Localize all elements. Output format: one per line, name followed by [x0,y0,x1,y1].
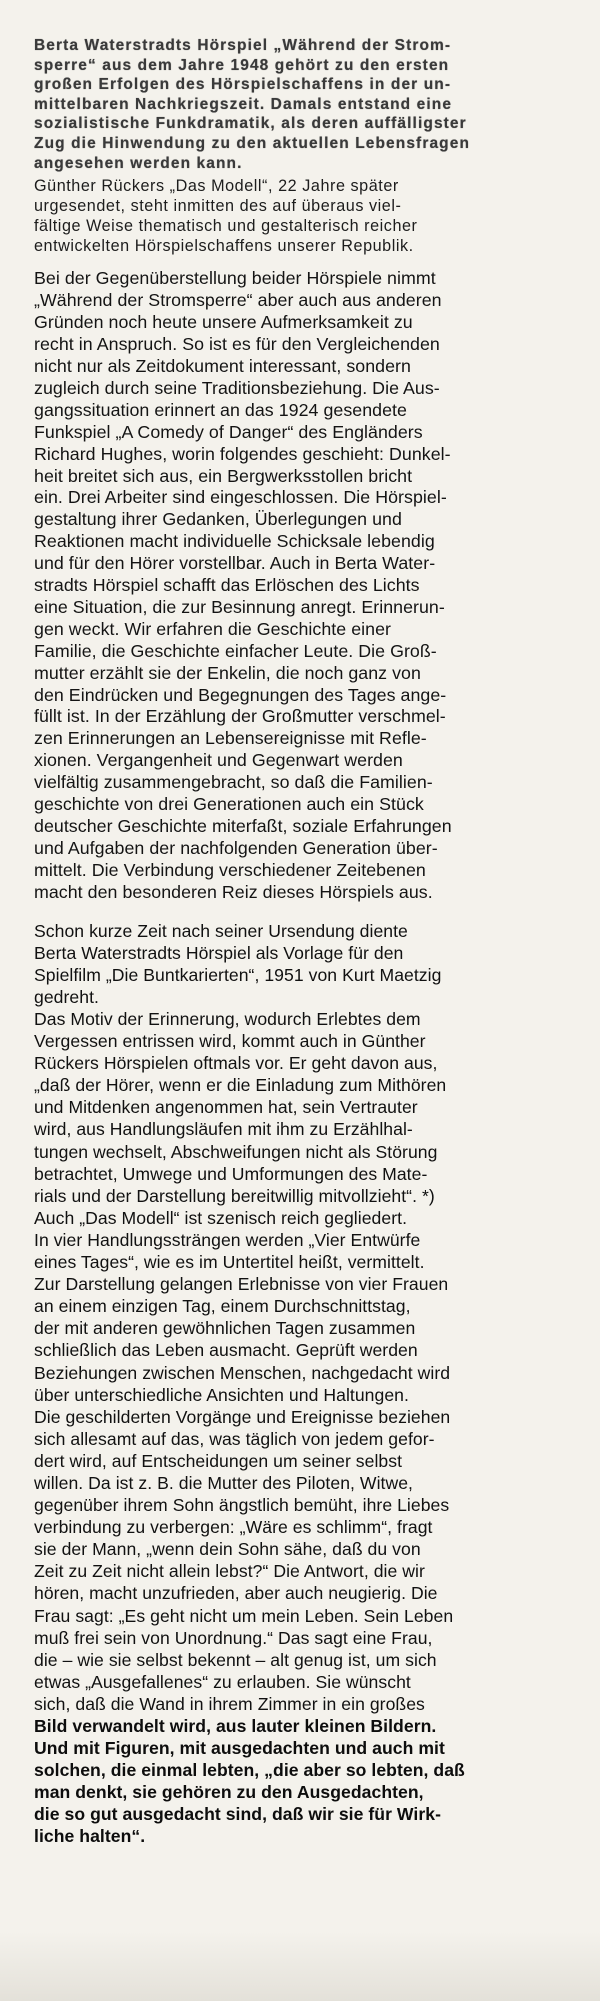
text-line: Berta Waterstradts Hörspiel „Während der Strom- [34,37,452,54]
text-line: Reaktionen macht individuelle Schicksale lebendig [34,531,435,552]
text-line: Richard Hughes, worin folgendes geschieht: Dunkel- [34,443,451,464]
text-line: Das Motiv der Erinnerung, wodurch Erlebtes dem [34,1009,421,1029]
text-line: die – wie sie selbst bekennt – alt genug ist, um sich [34,1649,437,1670]
text-line: gestaltung ihrer Gedanken, Überlegungen und [34,509,402,530]
text-line: Gründen noch heute unsere Aufmerksamkeit zu [34,312,413,333]
text-line: willen. Da ist z. B. die Mutter des Piloten, Witwe, [34,1472,413,1493]
text-line: mittelt. Die Verbindung verschiedener Zeitebenen [34,859,426,880]
text-line: gen weckt. Wir erfahren die Geschichte einer [34,618,391,639]
text-line: In vier Handlungssträngen werden „Vier Entwürfe [34,1229,421,1250]
intro-paragraph-second [34,177,574,256]
text-line: liche halten“. [34,1826,146,1847]
text-line: Funkspiel „A Comedy of Danger“ des Engländers [34,421,423,442]
text-line: Auch „Das Modell“ ist szenisch reich gegliedert. [34,1207,408,1228]
text-line: geschichte von drei Generationen auch ein Stück [34,794,424,815]
text-line: „daß der Hörer, wenn er die Einladung zum Mithören [34,1075,447,1096]
text-line: betrachtet, Umwege und Umformungen des Mate- [34,1163,428,1184]
text-line: Spielfilm „Die Buntkarierten“, 1951 von Kurt Maetzig [34,964,442,985]
text-line: Zeit zu Zeit nicht allein lebst?“ Die Antwort, die wir [34,1561,425,1582]
text-line: tungen wechselt, Abschweifungen nicht als Störung [34,1141,438,1162]
text-line: man denkt, sie gehören zu den Ausgedachten, [34,1782,424,1803]
text-line: sie der Mann, „wenn dein Sohn sähe, daß du von [34,1539,421,1560]
text-line: mutter erzählt sie der Enkelin, die noch ganz von [34,662,421,683]
text-line: verbindung zu verbergen: „Wäre es schlimm“, fragt [34,1517,433,1538]
text-line: gegenüber ihrem Sohn ängstlich bemüht, ihre Liebes [34,1495,450,1516]
text-line: dert wird, auf Entscheidungen um seiner selbst [34,1450,403,1471]
text-line: gangssituation erinnert an das 1924 gesendete [34,399,407,420]
text-line: schließlich das Leben ausmacht. Geprüft werden [34,1340,418,1361]
text-line: stradts Hörspiel schafft das Erlöschen des Lichts [34,575,420,596]
text-line: urgesendet, steht inmitten des auf überaus viel- [34,196,402,215]
text-line: der mit anderen gewöhnlichen Tagen zusammen [34,1318,416,1339]
text-line: xionen. Vergangenheit und Gegenwart werden [34,750,403,771]
text-line: heit breitet sich aus, ein Bergwerksstollen bricht [34,465,413,486]
intro-paragraph-faded [34,36,574,173]
text-line: etwas „Ausgefallenes“ zu erlauben. Sie wünscht [34,1671,411,1692]
text-line: an einem einzigen Tag, einem Durchschnittstag, [34,1296,411,1317]
text-line: Günther Rückers „Das Modell“, 22 Jahre später [34,177,399,196]
text-line: eines Tages“, wie es im Untertitel heißt, vermittelt. [34,1252,425,1273]
text-line: sich, daß die Wand in ihrem Zimmer in ein großes [34,1693,425,1714]
text-line: ein. Drei Arbeiter sind eingeschlossen. Die Hörspiel- [34,487,447,508]
body-paragraph-1 [34,268,574,903]
text-line: fältige Weise thematisch und gestalterisch reicher [34,216,418,235]
text-line: und Mitdenken angenommen hat, sein Vertrauter [34,1097,418,1118]
text-line: zugleich durch seine Traditionsbeziehung. Die Aus- [34,377,440,398]
text-line: Die geschilderten Vorgänge und Ereignisse beziehen [34,1406,451,1427]
text-line: Vergessen entrissen wird, kommt auch in Günther [34,1031,426,1052]
text-line: zen Erinnerungen an Lebensereignisse mit Refle- [34,728,427,749]
text-line: Zur Darstellung gelangen Erlebnisse von vier Frauen [34,1274,449,1295]
text-line: und für den Hörer vorstellbar. Auch in Berta Water- [34,553,436,574]
text-line: Berta Waterstradts Hörspiel als Vorlage für den [34,942,404,963]
text-line: sich allesamt auf das, was täglich von jedem gefor- [34,1428,435,1449]
text-line: solchen, die einmal lebten, „die aber so lebten, daß [34,1760,465,1781]
text-line: entwickelten Hörspielschaffens unserer Republik. [34,236,414,255]
text-line: und Aufgaben der nachfolgenden Generation über- [34,837,438,858]
text-line: hören, macht unzufrieden, aber auch neugierig. Die [34,1583,438,1604]
text-line: nicht nur als Zeitdokument interessant, sondern [34,355,411,376]
text-line: Bei der Gegenüberstellung beider Hörspiele nimmt [34,268,436,289]
text-line: angesehen werden kann. [34,154,243,172]
body-paragraph-2 [34,920,574,1848]
text-line: Beziehungen zwischen Menschen, nachgedacht wird [34,1362,451,1383]
text-line: deutscher Geschichte miterfaßt, soziale Erfahrungen [34,816,452,836]
text-line: macht den besonderen Reiz dieses Hörspiels aus. [34,881,433,902]
text-line: gedreht. [34,986,99,1007]
text-line: rials und der Darstellung bereitwillig mitvollzieht“. *) [34,1185,435,1206]
text-line: Und mit Figuren, mit ausgedachten und auch mit [34,1738,445,1759]
text-line: Schon kurze Zeit nach seiner Ursendung diente [34,920,408,941]
text-line: die so gut ausgedacht sind, daß wir sie für Wirk- [34,1804,442,1825]
text-line: mittelbaren Nachkriegszeit. Damals entstand eine [34,95,453,113]
text-line: Zug die Hinwendung zu den aktuellen Lebensfragen [34,134,471,152]
text-line: füllt ist. In der Erzählung der Großmutter verschmel- [34,706,446,727]
text-line: vielfältig zusammengebracht, so daß die Familien- [34,772,433,793]
text-line: Bild verwandelt wird, aus lauter kleinen Bildern. [34,1716,437,1736]
text-line: eine Situation, die zur Besinnung anregt. Erinnerun- [34,596,445,617]
text-line: Frau sagt: „Es geht nicht um mein Leben. Sein Leben [34,1605,454,1626]
text-line: Rückers Hörspielen oftmals vor. Er geht davon aus, [34,1053,438,1074]
text-line: Familie, die Geschichte einfacher Leute. Die Groß- [34,640,437,661]
text-line: großen Erfolgen des Hörspielschaffens in der un- [34,76,452,94]
text-line: sozialistische Funkdramatik, als deren auffälligster [34,115,467,133]
text-line: recht in Anspruch. So ist es für den Vergleichenden [34,334,440,355]
text-line: über unterschiedliche Ansichten und Haltungen. [34,1384,409,1405]
text-line: den Eindrücken und Begegnungen des Tages ange- [34,684,447,705]
text-line: „Während der Stromsperre“ aber auch aus anderen [34,290,442,311]
text-line: sperre“ aus dem Jahre 1948 gehört zu den ersten [34,56,450,74]
text-line: muß frei sein von Unordnung.“ Das sagt eine Frau, [34,1627,433,1648]
text-line: wird, aus Handlungsläufen mit ihm zu Erzählhal- [34,1119,413,1140]
